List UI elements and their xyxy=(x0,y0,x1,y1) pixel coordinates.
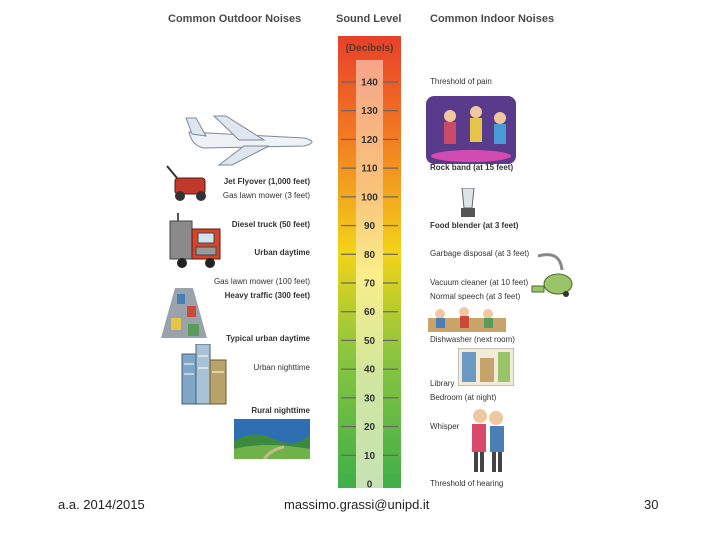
tick-label: 100 xyxy=(361,192,378,204)
urban-buildings-illustration xyxy=(180,344,228,406)
tick-label: 110 xyxy=(361,163,378,175)
unit-label: (Decibels) xyxy=(345,43,394,54)
sound-level-header: Sound Level xyxy=(336,13,402,25)
tick-label: 10 xyxy=(363,450,376,462)
footer-academic-year: a.a. 2014/2015 xyxy=(58,497,145,512)
outdoor-noise-label: Typical urban daytime xyxy=(226,334,310,344)
rural-landscape-illustration xyxy=(234,419,310,459)
indoor-noise-label: Whisper xyxy=(430,421,460,431)
indoor-header: Common Indoor Noises xyxy=(430,13,555,25)
rock-band-illustration xyxy=(426,96,516,164)
tick-label: 50 xyxy=(363,335,376,347)
indoor-noise-label: Threshold of pain xyxy=(430,77,492,86)
tick-label: 80 xyxy=(363,249,376,261)
outdoor-noise-label: Urban daytime xyxy=(254,248,310,258)
indoor-noise-label: Rock band (at 15 feet) xyxy=(430,163,514,173)
whisper-illustration xyxy=(466,406,510,476)
tick-label: 40 xyxy=(363,364,376,376)
outdoor-header: Common Outdoor Noises xyxy=(168,13,302,25)
tick-label: 60 xyxy=(363,307,376,319)
conversation-illustration xyxy=(428,306,506,332)
blender-illustration xyxy=(458,188,478,218)
outdoor-noise-label: Gas lawn mower (100 feet) xyxy=(213,277,310,286)
outdoor-noise-label: Rural nighttime xyxy=(251,406,310,416)
tick-label: 140 xyxy=(361,77,378,89)
footer-page-number: 30 xyxy=(644,497,659,512)
indoor-noise-label: Normal speech (at 3 feet) xyxy=(430,292,521,302)
library-illustration xyxy=(458,348,514,386)
indoor-noise-label: Dishwasher (next room) xyxy=(430,335,515,345)
lawn-mower-illustration xyxy=(165,164,215,204)
tick-label: 30 xyxy=(363,393,376,405)
tick-label: 120 xyxy=(361,134,378,146)
jet-illustration xyxy=(184,110,324,170)
outdoor-noise-label: Urban nighttime xyxy=(253,363,310,373)
tick-label: 70 xyxy=(363,278,376,290)
tick-label: 0 xyxy=(366,479,373,491)
tick-label: 90 xyxy=(363,221,376,233)
diesel-truck-illustration xyxy=(168,213,224,271)
indoor-noise-label: Library xyxy=(430,378,455,388)
footer-email: massimo.grassi@unipd.it xyxy=(284,497,430,512)
outdoor-noise-label: Jet Flyover (1,000 feet) xyxy=(223,176,310,186)
outdoor-noise-label: Gas lawn mower (3 feet) xyxy=(222,190,310,200)
vacuum-cleaner-illustration xyxy=(530,250,576,298)
indoor-noise-label: Garbage disposal (at 3 feet) xyxy=(430,249,530,259)
indoor-noise-label: Vacuum cleaner (at 10 feet) xyxy=(430,278,529,287)
tick-label: 20 xyxy=(363,422,376,434)
outdoor-noise-label: Diesel truck (50 feet) xyxy=(231,219,310,229)
outdoor-noise-label: Heavy traffic (300 feet) xyxy=(224,291,310,301)
indoor-noise-label: Food blender (at 3 feet) xyxy=(430,220,519,230)
traffic-illustration xyxy=(161,288,207,338)
indoor-noise-label: Bedroom (at night) xyxy=(430,392,497,402)
indoor-noise-label: Threshold of hearing xyxy=(430,479,504,488)
tick-label: 130 xyxy=(361,106,378,118)
